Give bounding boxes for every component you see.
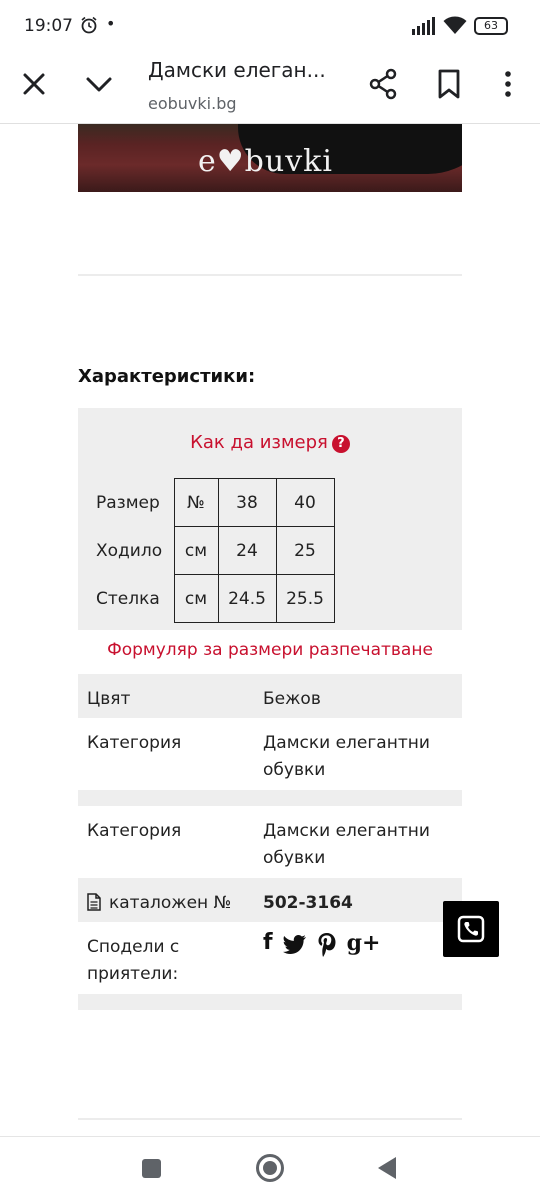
table-row [96,575,334,623]
attribute-key: каталожен № [87,890,231,917]
table-row [96,527,334,575]
size-table [96,478,335,623]
page-url: eobuvki.bg [148,94,237,113]
attribute-value: Дамски елегантни обувки [263,733,430,780]
attribute-row-catalog [78,878,462,922]
share-icons [263,930,380,958]
print-size-form-link[interactable]: Формуляр за размери разпечатване [107,640,433,660]
browser-top-bar [0,52,540,124]
attribute-key: Сподели с приятели: [87,937,180,984]
document-icon [87,893,101,911]
characteristics-title: Характеристики: [78,366,256,387]
table-cell: № [174,479,218,527]
size-measure-box [78,408,462,630]
battery-indicator: 63 [474,17,508,35]
back-button[interactable] [378,1157,396,1179]
table-cell: 40 [276,479,334,527]
wifi-icon [443,15,467,35]
attribute-key: Категория [87,733,182,753]
status-time: 19:07 [24,16,73,36]
attribute-value: Дамски елегантни обувки [263,821,430,868]
row-label: Ходило [96,540,163,561]
row-label: Размер [96,492,160,513]
table-cell: 24.5 [218,575,276,623]
table-cell: 38 [218,479,276,527]
table-cell: 24 [218,527,276,575]
page-title: Дамски елеган... [148,58,326,82]
catalog-number: 502-3164 [263,893,353,913]
table-cell: 25.5 [276,575,334,623]
bookmark-icon[interactable] [436,68,462,100]
how-to-measure-link[interactable]: Как да измеря ? [78,432,462,453]
call-button[interactable] [443,901,499,957]
attribute-row-spacer [78,790,462,806]
table-cell: см [174,527,218,575]
attribute-row-share [78,922,462,994]
attribute-row-category [78,806,462,878]
attribute-value: Бежов [263,689,321,709]
section-divider [78,1118,462,1120]
home-button[interactable] [256,1154,284,1182]
table-cell: см [174,575,218,623]
notification-dot: • [106,14,116,33]
alarm-icon [80,16,98,34]
close-icon[interactable] [20,70,48,98]
chevron-down-icon[interactable] [84,70,114,98]
twitter-icon[interactable] [283,934,307,956]
phone-icon [457,915,485,943]
google-plus-icon[interactable]: g+ [346,930,381,956]
eobuvki-logo: e♥buvki [198,144,333,179]
facebook-icon[interactable]: f [263,930,273,955]
signal-icon [412,17,436,35]
help-icon[interactable]: ? [332,435,350,453]
attribute-key: Категория [87,821,182,841]
attribute-row-spacer [78,994,462,1010]
attribute-key: Цвят [87,689,131,709]
share-icon[interactable] [368,68,398,100]
recents-button[interactable] [142,1159,161,1178]
row-label: Стелка [96,588,160,609]
attribute-row-category [78,718,462,790]
attribute-row-color [78,674,462,718]
status-bar [0,0,540,52]
pinterest-icon[interactable] [317,932,337,958]
table-cell: 25 [276,527,334,575]
table-row [96,479,334,527]
section-divider [78,274,462,276]
store-banner-image [78,124,462,192]
system-nav-bar [0,1136,540,1200]
more-vertical-icon[interactable] [498,68,518,100]
